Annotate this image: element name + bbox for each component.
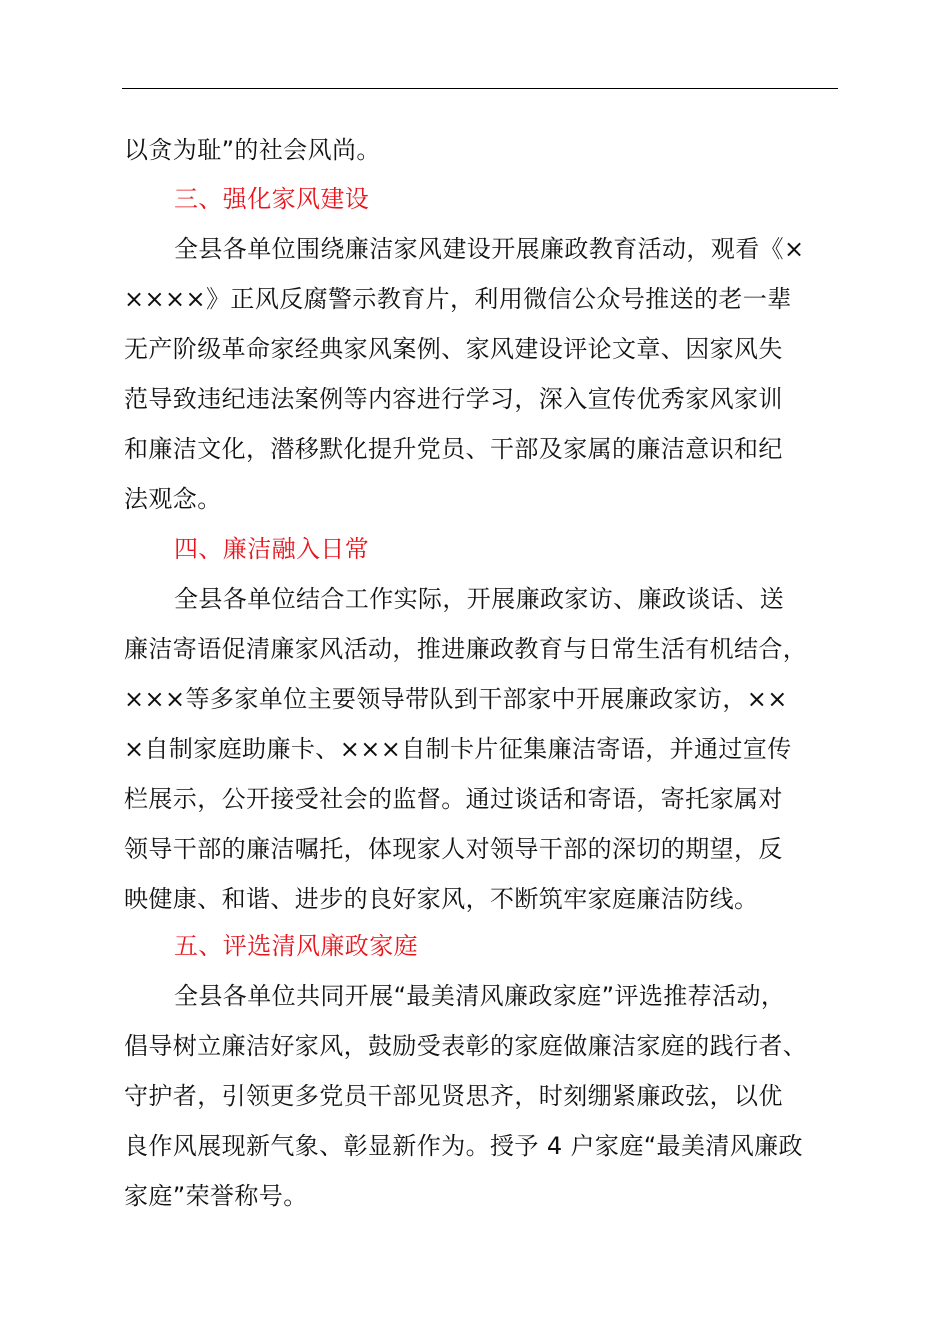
paragraph-line: 廉洁寄语促清廉家风活动，推进廉政教育与日常生活有机结合， [124, 635, 808, 663]
section-heading-4: 四、廉洁融入日常 [174, 535, 370, 563]
paragraph-line: 良作风展现新气象、彰显新作为。授予 4 户家庭“最美清风廉政 [124, 1132, 803, 1160]
paragraph-line: 范导致违纪违法案例等内容进行学习，深入宣传优秀家风家训 [124, 385, 783, 413]
paragraph-line: ×××等多家单位主要领导带队到干部家中开展廉政家访，×× [124, 685, 788, 713]
paragraph-line: ×自制家庭助廉卡、×××自制卡片征集廉洁寄语，并通过宣传 [124, 735, 792, 763]
paragraph-line: 和廉洁文化，潜移默化提升党员、干部及家属的廉洁意识和纪 [124, 435, 783, 463]
paragraph-line: 全县各单位围绕廉洁家风建设开展廉政教育活动，观看《× [174, 235, 805, 263]
paragraph-line: 以贪为耻”的社会风尚。 [124, 136, 381, 164]
paragraph-line: 全县各单位结合工作实际，开展廉政家访、廉政谈话、送 [174, 585, 784, 613]
paragraph-line: ××××》正风反腐警示教育片，利用微信公众号推送的老一辈 [124, 285, 792, 313]
paragraph-line: 法观念。 [124, 485, 222, 513]
paragraph-line: 全县各单位共同开展“最美清风廉政家庭”评选推荐活动， [174, 982, 786, 1010]
paragraph-line: 倡导树立廉洁好家风，鼓励受表彰的家庭做廉洁家庭的践行者、 [124, 1032, 808, 1060]
header-rule [122, 88, 838, 89]
paragraph-line: 家庭”荣誉称号。 [124, 1182, 308, 1210]
section-heading-5: 五、评选清风廉政家庭 [174, 932, 418, 960]
section-heading-3: 三、强化家风建设 [174, 185, 370, 213]
paragraph-line: 领导干部的廉洁嘱托，体现家人对领导干部的深切的期望，反 [124, 835, 783, 863]
paragraph-line: 无产阶级革命家经典家风案例、家风建设评论文章、因家风失 [124, 335, 783, 363]
paragraph-line: 映健康、和谐、进步的良好家风，不断筑牢家庭廉洁防线。 [124, 885, 759, 913]
paragraph-line: 守护者，引领更多党员干部见贤思齐，时刻绷紧廉政弦，以优 [124, 1082, 783, 1110]
paragraph-line: 栏展示，公开接受社会的监督。通过谈话和寄语，寄托家属对 [124, 785, 783, 813]
